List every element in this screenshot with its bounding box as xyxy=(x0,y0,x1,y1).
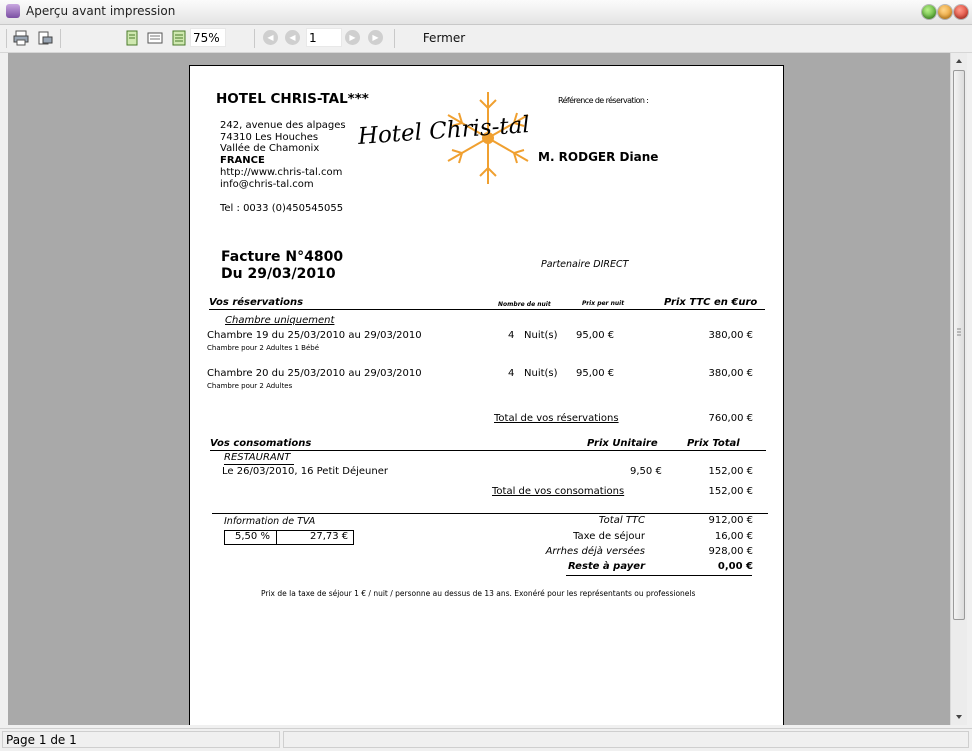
reservation-unit: Nuit(s) xyxy=(524,330,558,341)
col-consumption-total: Prix Total xyxy=(687,438,740,449)
balance-due-value: 0,00 € xyxy=(717,561,753,572)
email: info@chris-tal.com xyxy=(220,179,314,190)
reservation-price: 95,00 € xyxy=(576,368,615,379)
title-bar xyxy=(0,0,972,25)
divider xyxy=(224,464,294,465)
divider xyxy=(212,513,768,514)
reservation-nights: 4 xyxy=(508,368,515,379)
country: FRANCE xyxy=(220,155,265,166)
window-title: Aperçu avant impression xyxy=(26,4,176,18)
col-price-night: Prix per nuit xyxy=(582,300,625,307)
toolbar-separator xyxy=(60,29,61,48)
toolbar-separator xyxy=(394,29,395,48)
phone: Tel : 0033 (0)450545055 xyxy=(220,203,344,214)
vat-amount: 27,73 € xyxy=(310,531,349,542)
invoice-page xyxy=(189,65,784,725)
toolbar-separator xyxy=(254,29,255,48)
address-line: 242, avenue des alpages xyxy=(220,120,346,131)
reservation-nights: 4 xyxy=(508,330,515,341)
divider xyxy=(210,450,766,451)
website: http://www.chris-tal.com xyxy=(220,167,343,178)
summary-value: 16,00 € xyxy=(714,531,753,542)
reservations-title: Vos réservations xyxy=(209,297,304,308)
invoice-number: Facture N°4800 xyxy=(221,249,344,265)
vat-rate: 5,50 % xyxy=(235,531,270,542)
reservation-category: Chambre uniquement xyxy=(225,315,335,326)
summary-label: Total TTC xyxy=(598,515,645,526)
maximize-button[interactable] xyxy=(938,5,952,19)
consumption-total: 152,00 € xyxy=(708,466,753,477)
close-preview-button[interactable]: Fermer xyxy=(422,31,466,45)
summary-value: 928,00 € xyxy=(708,546,753,557)
minimize-button[interactable] xyxy=(922,5,936,19)
col-nights: Nombre de nuit xyxy=(498,301,551,308)
app-icon xyxy=(6,4,20,18)
single-page-icon[interactable] xyxy=(123,29,141,47)
preview-area xyxy=(8,53,950,725)
two-pages-icon[interactable] xyxy=(146,29,164,47)
last-page-icon[interactable]: ▶ xyxy=(368,30,383,45)
toolbar xyxy=(0,25,972,53)
summary-label: Taxe de séjour xyxy=(573,531,645,542)
scroll-down-icon[interactable] xyxy=(951,709,967,725)
reservation-total: 380,00 € xyxy=(708,368,753,379)
zoom-field[interactable]: 75% xyxy=(190,28,226,47)
address-line: 74310 Les Houches xyxy=(220,132,319,143)
logo-text: Hotel Chris-tal xyxy=(357,112,531,150)
col-unit-price: Prix Unitaire xyxy=(587,438,658,449)
reservation-total: 380,00 € xyxy=(708,330,753,341)
client-name: M. RODGER Diane xyxy=(538,150,659,164)
scroll-up-icon[interactable] xyxy=(951,53,967,69)
consumptions-total-label: Total de vos consomations xyxy=(492,486,625,497)
booking-ref-label: Référence de réservation : xyxy=(558,96,649,105)
address-line: Vallée de Chamonix xyxy=(220,143,320,154)
print-setup-icon[interactable] xyxy=(36,29,54,47)
status-bar xyxy=(0,728,972,751)
scroll-thumb[interactable] xyxy=(953,70,965,620)
consumptions-total-value: 152,00 € xyxy=(708,486,753,497)
summary-value: 912,00 € xyxy=(708,515,753,526)
vat-label: Information de TVA xyxy=(224,516,316,527)
status-panel xyxy=(2,731,280,748)
partner: Partenaire DIRECT xyxy=(541,259,629,270)
footer-note: Prix de la taxe de séjour 1 € / nuit / personne au dessus de 13 ans. Exonéré pour les représentants ou professionels xyxy=(261,589,696,598)
next-page-icon[interactable]: ▶ xyxy=(345,30,360,45)
page-number-field[interactable]: 1 xyxy=(306,28,342,47)
consumption-unit-price: 9,50 € xyxy=(630,466,662,477)
consumption-category: RESTAURANT xyxy=(224,452,291,463)
reservation-row-detail: Chambre pour 2 Adultes 1 Bébé xyxy=(207,344,320,352)
summary-label: Arrhes déjà versées xyxy=(545,546,645,557)
status-panel xyxy=(283,731,969,748)
consumptions-title: Vos consomations xyxy=(210,438,312,449)
reservations-total-value: 760,00 € xyxy=(708,413,753,424)
col-total: Prix TTC en €uro xyxy=(664,297,758,308)
reservations-total-label: Total de vos réservations xyxy=(494,413,619,424)
hotel-name: HOTEL CHRIS-TAL*** xyxy=(216,91,369,107)
reservation-unit: Nuit(s) xyxy=(524,368,558,379)
balance-due-label: Reste à payer xyxy=(567,561,645,572)
reservation-row-label: Chambre 20 du 25/03/2010 au 29/03/2010 xyxy=(207,368,422,379)
reservation-price: 95,00 € xyxy=(576,330,615,341)
page-info: Page 1 de 1 xyxy=(6,733,77,747)
reservation-row-detail: Chambre pour 2 Adultes xyxy=(207,382,293,390)
first-page-icon[interactable]: ◀ xyxy=(263,30,278,45)
vertical-scrollbar[interactable] xyxy=(950,53,967,725)
vat-box-divider xyxy=(276,531,277,544)
toolbar-grip xyxy=(6,29,7,48)
reservation-row-label: Chambre 19 du 25/03/2010 au 29/03/2010 xyxy=(207,330,422,341)
print-icon[interactable] xyxy=(12,29,30,47)
four-pages-icon[interactable] xyxy=(170,29,188,47)
divider xyxy=(209,309,765,310)
close-window-button[interactable] xyxy=(954,5,968,19)
invoice-date: Du 29/03/2010 xyxy=(221,266,336,282)
previous-page-icon[interactable]: ◀ xyxy=(285,30,300,45)
consumption-row-label: Le 26/03/2010, 16 Petit Déjeuner xyxy=(222,466,388,477)
divider xyxy=(566,575,752,576)
